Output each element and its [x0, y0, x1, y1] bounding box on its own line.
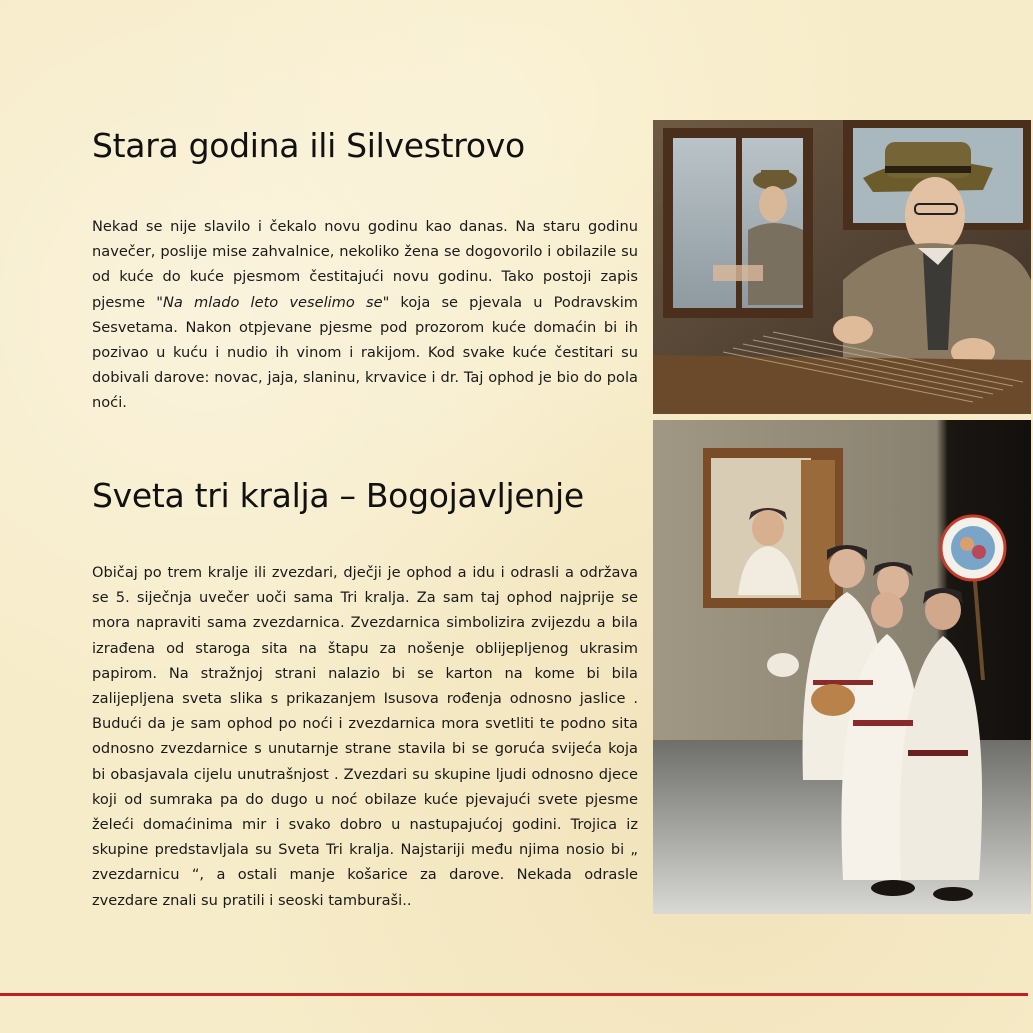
section-title-silvestrovo: Stara godina ili Silvestrovo: [92, 126, 525, 165]
bottom-divider-rule: [0, 993, 1028, 996]
photo-zvezdari-illustration: [653, 420, 1031, 914]
paragraph-text: Nekad se nije slavilo i čekalo novu godinu kao danas. Na staru godinu navečer, poslije mise zahvalnice, nekoliko žena se dogovorilo i obilazile su od kuće do kuće pjesmom čestitajući novu godinu. Tako postoji zapis pjesme: [92, 218, 638, 311]
photo-zvezdari-women: [653, 420, 1031, 914]
song-title-quote: "Na mlado leto veselimo se": [156, 293, 390, 311]
section-title-tri-kralja: Sveta tri kralja – Bogojavljenje: [92, 476, 584, 515]
photo-musician-cimbalom: [653, 120, 1031, 414]
photo-musician-illustration: [653, 120, 1031, 414]
section-paragraph-silvestrovo: [92, 214, 638, 416]
paragraph-text: koja se pjevala u Podravskim Sesvetama. Nakon otpjevane pjesme pod prozorom kuće domaćin bi ih pozivao u kuću i nudio ih vinom i rakijom. Kod svake kuće čestitari su dobivali darove: novac, jaja, slaninu, krvavice i dr. Taj ophod je bio do pola noći.: [92, 293, 638, 412]
section-paragraph-tri-kralja: Običaj po trem kralje ili zvezdari, dječji je ophod a idu i odrasli a održava se 5. siječnja uvečer uoči sama Tri kralja. Za sam taj ophod najprije se mora napraviti sama zvezdarnica. Zvezdarnica simbolizira zvijezdu a bila izrađena od staroga sita na štapu za nošenje oblijepljenog ukrasim papirom. Na stražnjoj strani nalazio bi se karton na kome bi bila zalijepljena sveta slika s prikazanjem Isusova rođenja odnosno jaslice . Budući da je sam ophod po noći i zvezdarnica mora svetliti te podno sita odnosno zvezdarnice s unutarnje strane stavila bi se goruća svijeća koja bi obasjavala cijelu unutrašnjost . Zvezdari su skupine ljudi odnosno djece koji od sumraka pa do dugo u noć obilaze kuće pjevajući svete pjesme želeći domaćinima mir i svako dobro u nastupajućoj godini. Trojica iz skupine predstavljala su Sveta Tri kralja. Najstariji među njima nosio bi „ zvezdarnicu “, a ostali manje košarice za darove. Nekada odrasle zvezdare znali su pratili i seoski tamburaši..: [92, 564, 638, 909]
